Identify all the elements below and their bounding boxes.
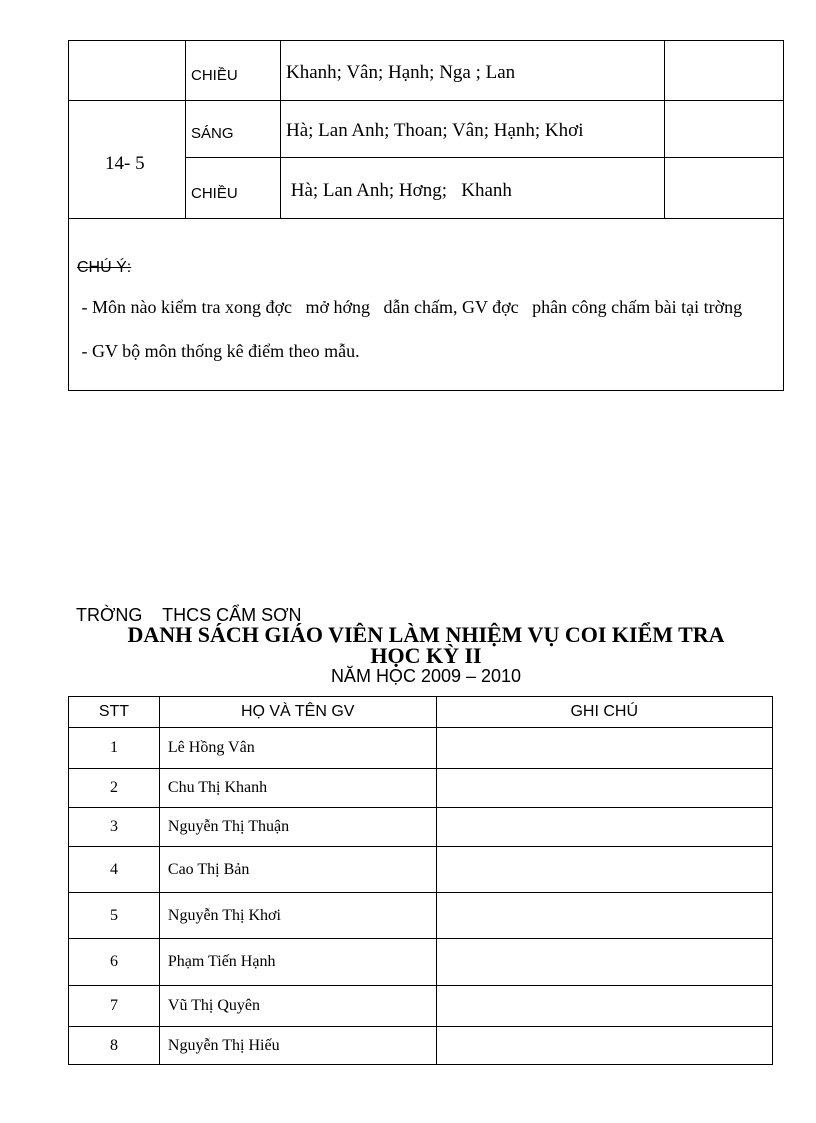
note-cell [436, 847, 773, 893]
stt-cell: 5 [69, 893, 160, 939]
note-cell [436, 728, 773, 769]
column-header: GHI CHÚ [436, 697, 773, 728]
teacher-names: Khanh; Vân; Hạnh; Nga ; Lan [286, 62, 516, 83]
exam-date: 14- 5 [105, 153, 145, 174]
teacher-names: Hà; Lan Anh; Thoan; Vân; Hạnh; Khơi [286, 120, 584, 141]
title-line: HỌC KỲ II [370, 643, 482, 668]
column-header: HỌ VÀ TÊN GV [159, 697, 436, 728]
note-cell [436, 986, 773, 1027]
stt-cell: 3 [69, 808, 160, 847]
stt-cell: 4 [69, 847, 160, 893]
teacher-table [68, 696, 773, 1065]
teacher-name-cell: Chu Thị Khanh [159, 769, 436, 808]
schedule-divider [280, 41, 281, 218]
school-year: NĂM HỌC 2009 – 2010 [330, 666, 522, 686]
note-cell [436, 939, 773, 986]
title-line: DANH SÁCH GIÁO VIÊN LÀM NHIỆM VỤ COI KIỂM TRA [127, 622, 725, 647]
page-title [68, 624, 784, 666]
stt-cell: 1 [69, 728, 160, 769]
teacher-name-cell: Phạm Tiến Hạnh [159, 939, 436, 986]
note-cell [436, 808, 773, 847]
schedule-table [68, 40, 784, 391]
teacher-name-cell: Cao Thị Bản [159, 847, 436, 893]
table-row [69, 986, 773, 1027]
teacher-name-cell: Nguyễn Thị Hiếu [159, 1027, 436, 1065]
stt-cell: 6 [69, 939, 160, 986]
stt-cell: 8 [69, 1027, 160, 1065]
schedule-divider [185, 157, 783, 158]
school-name: TRỜNG THCS CẨM SƠN [76, 605, 302, 625]
session-label: SÁNG [191, 125, 234, 142]
table-row [69, 847, 773, 893]
stt-cell: 7 [69, 986, 160, 1027]
table-row [69, 808, 773, 847]
stt-cell: 2 [69, 769, 160, 808]
schedule-divider [185, 41, 186, 218]
teacher-names: Hà; Lan Anh; Hơng; Khanh [286, 180, 512, 201]
note-cell [436, 1027, 773, 1065]
teacher-name-cell: Lê Hồng Vân [159, 728, 436, 769]
table-row [69, 728, 773, 769]
session-label: CHIỀU [191, 185, 238, 202]
schedule-divider [69, 218, 783, 219]
teacher-name-cell: Nguyễn Thị Khơi [159, 893, 436, 939]
table-row [69, 893, 773, 939]
teacher-name-cell: Nguyễn Thị Thuận [159, 808, 436, 847]
teacher-name-cell: Vũ Thị Quyên [159, 986, 436, 1027]
table-row [69, 939, 773, 986]
note-line: - Môn nào kiểm tra xong đợc mở hớng dẫn chấm, GV đợc phân công chấm bài tại trờng [77, 297, 743, 317]
note-cell [436, 769, 773, 808]
column-header: STT [69, 697, 160, 728]
schedule-divider [664, 41, 665, 218]
session-label: CHIỀU [191, 67, 238, 84]
note-line: - GV bộ môn thống kê điểm theo mẫu. [77, 341, 360, 361]
note-cell [436, 893, 773, 939]
table-row [69, 1027, 773, 1065]
table-header-row [69, 697, 773, 728]
table-row [69, 769, 773, 808]
schedule-divider [69, 100, 783, 101]
note-title: CHÚ Ý: [77, 259, 132, 276]
